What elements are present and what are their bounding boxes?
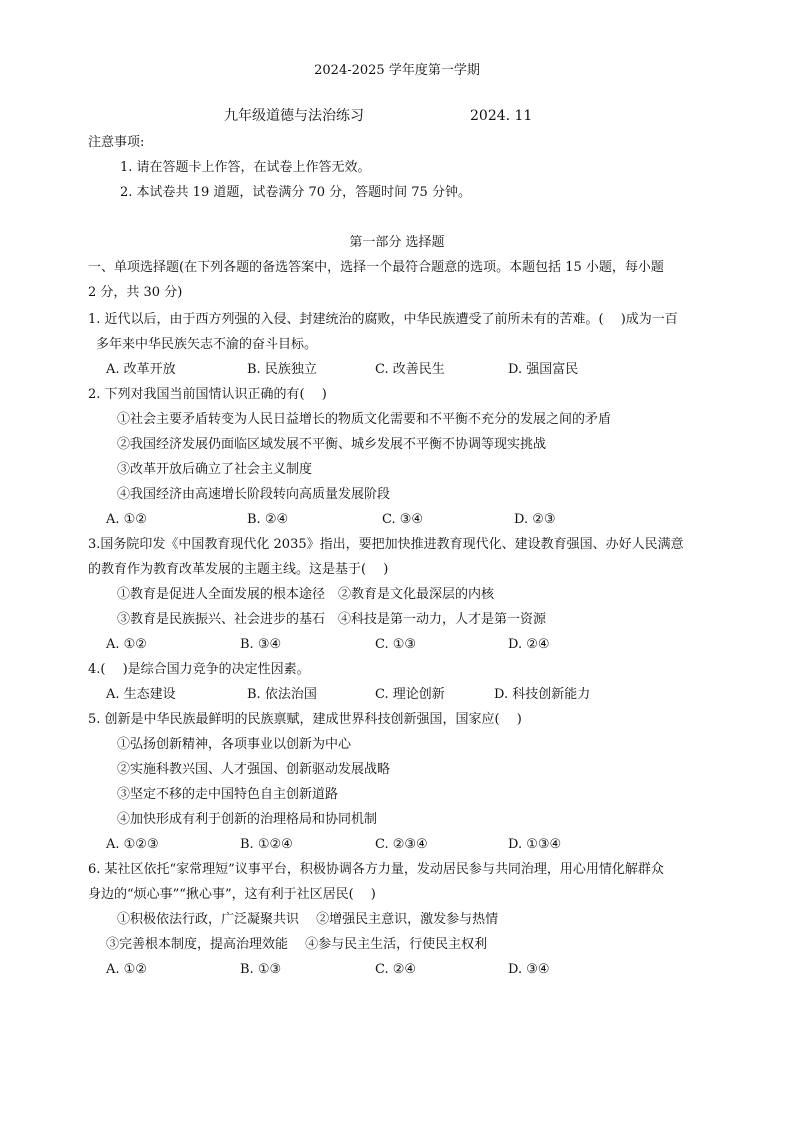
statement: ③改革开放后确立了社会主义制度 <box>117 462 313 477</box>
option-c: C. 理论创新 <box>375 687 445 702</box>
question-stem: 4.( )是综合国力竞争的决定性因素。 <box>88 662 310 677</box>
option-d: D. ③④ <box>508 962 550 977</box>
option-b: B. ②④ <box>247 512 289 527</box>
statement: ①社会主要矛盾转变为人民日益增长的物质文化需要和不平衡不充分的发展之间的矛盾 <box>117 412 612 427</box>
section-instruction-cont: 2 分，共 30 分) <box>88 285 183 300</box>
option-b: B. ①③ <box>240 962 282 977</box>
statement: ③教育是民族振兴、社会进步的基石 ④科技是第一动力，人才是第一资源 <box>117 612 547 627</box>
option-c: C. ③④ <box>382 512 424 527</box>
notice-item: 2. 本试卷共 19 道题，试卷满分 70 分，答题时间 75 分钟。 <box>120 185 471 200</box>
option-a: A. ①② <box>106 512 147 527</box>
option-d: D. 科技创新能力 <box>494 687 591 702</box>
option-b: B. 民族独立 <box>247 362 317 377</box>
question-stem: 3.国务院印发《中国教育现代化 2035》指出，要把加快推进教育现代化、建设教育强国、办好人民满意 <box>88 537 684 552</box>
option-a: A. ①② <box>106 962 147 977</box>
section-instruction: 一、单项选择题(在下列各题的备选答案中，选择一个最符合题意的选项。本题包括 15 小题，每小题 <box>88 260 664 275</box>
statement: ③完善根本制度，提高治理效能 ④参与民主生活，行使民主权利 <box>106 937 488 952</box>
option-a: A. ①② <box>106 637 147 652</box>
option-b: B. ③④ <box>240 637 282 652</box>
option-b: B. 依法治国 <box>247 687 317 702</box>
option-d: D. 强国富民 <box>508 362 579 377</box>
option-d: D. ②④ <box>508 637 550 652</box>
option-d: D. ②③ <box>514 512 556 527</box>
question-stem: 6. 某社区依托“家常理短”议事平台，积极协调各方力量，发动居民参与共同治理，用心用情化解群众 <box>88 862 664 877</box>
exam-date: 2024. 11 <box>470 108 533 124</box>
statement: ①弘扬创新精神，各项事业以创新为中心 <box>117 737 352 752</box>
option-a: A. ①②③ <box>106 837 159 852</box>
question-stem: 2. 下列对我国当前国情认识正确的有( ) <box>88 387 327 402</box>
statement: ②我国经济发展仍面临区域发展不平衡、城乡发展不平衡不协调等现实挑战 <box>117 437 547 452</box>
option-c: C. ①③ <box>375 637 417 652</box>
term-title: 2024-2025 学年度第一学期 <box>314 63 480 78</box>
statement: ④加快形成有利于创新的治理格局和协同机制 <box>117 812 378 827</box>
statement: ②实施科教兴国、人才强国、创新驱动发展战略 <box>117 762 391 777</box>
option-c: C. 改善民生 <box>375 362 445 377</box>
question-stem: 5. 创新是中华民族最鲜明的民族禀赋，建成世界科技创新强国，国家应( ) <box>88 712 522 727</box>
option-b: B. ①②④ <box>240 837 293 852</box>
option-d: D. ①③④ <box>508 837 562 852</box>
question-stem-cont: 的教育作为教育改革发展的主题主线。这是基于( ) <box>88 562 389 577</box>
statement: ①积极依法行政，广泛凝聚共识 ②增强民主意识，激发参与热情 <box>117 912 499 927</box>
notice-item: 1. 请在答题卡上作答，在试卷上作答无效。 <box>120 160 371 175</box>
option-c: C. ②④ <box>375 962 417 977</box>
exam-title: 九年级道德与法治练习 <box>224 108 364 124</box>
statement: ①教育是促进人全面发展的根本途径 ②教育是文化最深层的内核 <box>117 587 495 602</box>
statement: ③坚定不移的走中国特色自主创新道路 <box>117 787 339 802</box>
option-a: A. 生态建设 <box>106 687 176 702</box>
notice-title: 注意事项: <box>88 135 145 150</box>
option-a: A. 改革开放 <box>106 362 176 377</box>
question-stem-cont: 多年来中华民族矢志不渝的奋斗目标。 <box>96 337 318 352</box>
statement: ④我国经济由高速增长阶段转向高质量发展阶段 <box>117 487 391 502</box>
question-stem: 1. 近代以后，由于西方列强的入侵、封建统治的腐败，中华民族遭受了前所未有的苦难。( )成为一百 <box>88 312 678 327</box>
question-stem-cont: 身边的“烦心事”“揪心事”，这有利于社区居民( ) <box>88 887 376 902</box>
part-title: 第一部分 选择题 <box>349 235 445 250</box>
option-c: C. ②③④ <box>375 837 428 852</box>
